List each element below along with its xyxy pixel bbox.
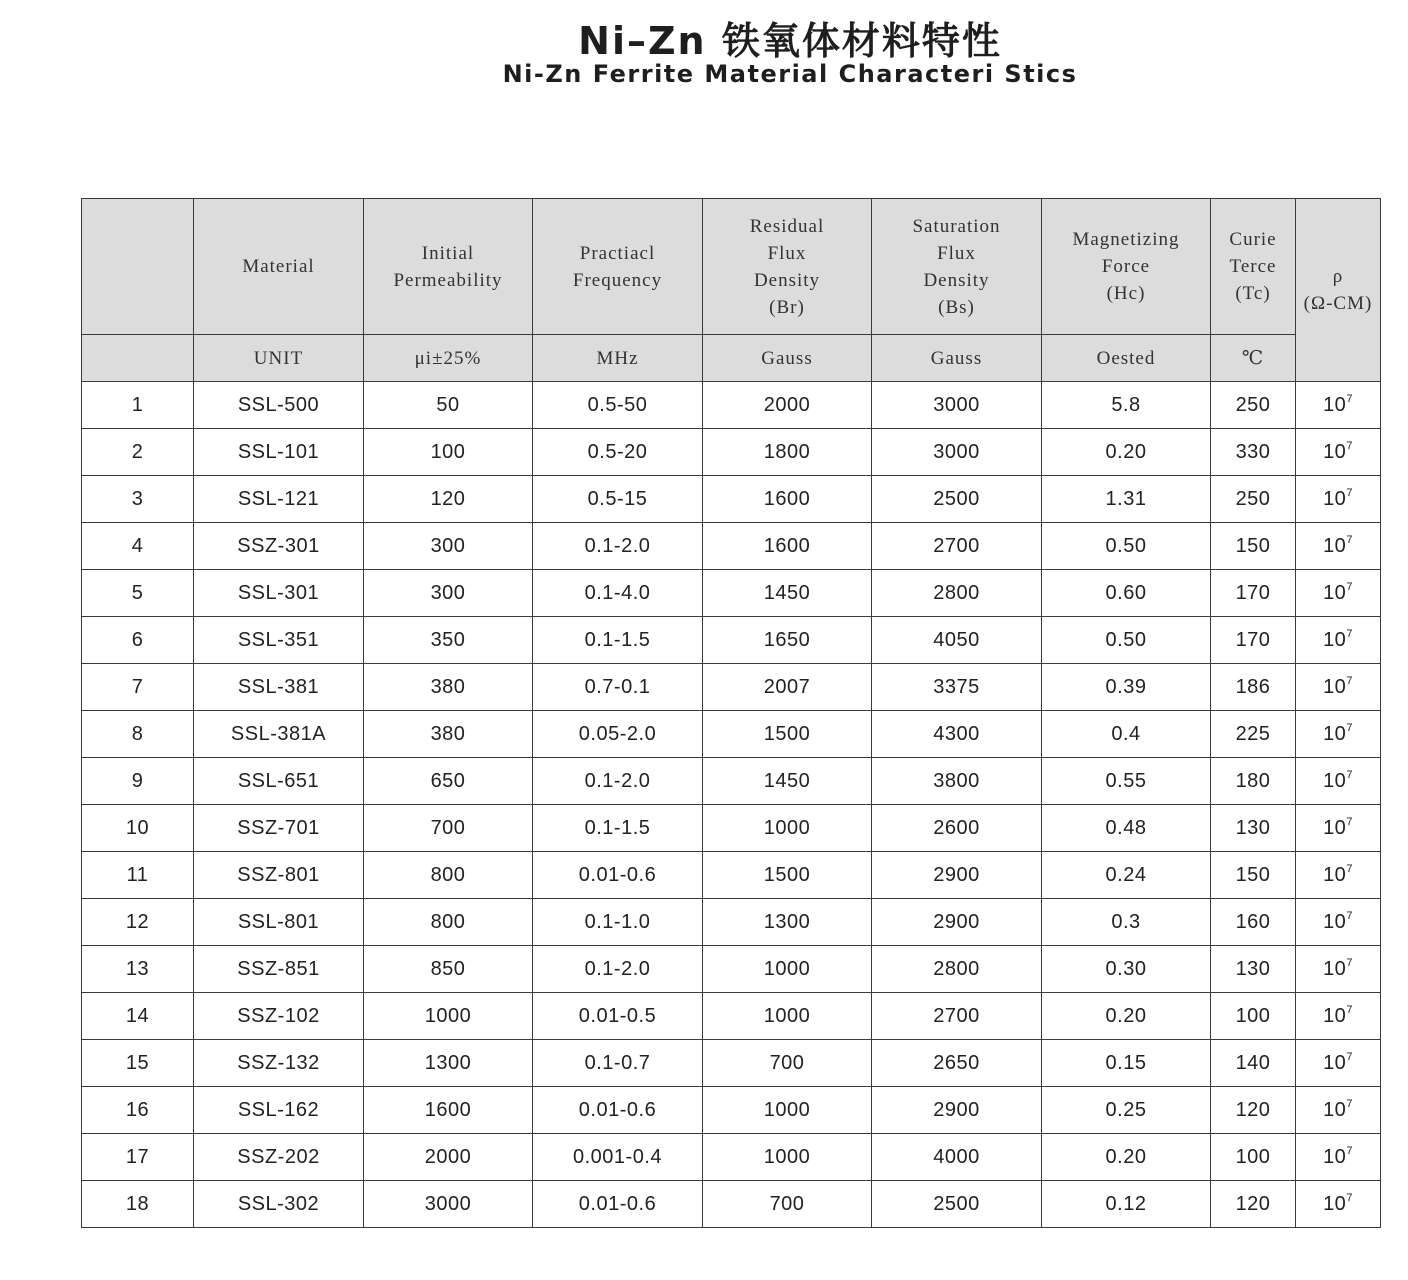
header-residual-flux-density	[703, 199, 872, 335]
cell-residual-flux: 1500	[703, 852, 872, 899]
cell-curie-temperature: 250	[1211, 476, 1296, 523]
cell-saturation-flux: 2900	[872, 899, 1042, 946]
cell-index: 17	[82, 1134, 194, 1181]
header-line: Saturation	[912, 215, 1001, 237]
page-title-english: Ni-Zn Ferrite Material Characteri Stics	[502, 60, 1078, 88]
cell-resistivity	[1296, 523, 1381, 570]
unit-label: UNIT	[194, 335, 364, 382]
cell-resistivity	[1296, 1134, 1381, 1181]
cell-curie-temperature: 120	[1211, 1181, 1296, 1228]
cell-saturation-flux: 4300	[872, 711, 1042, 758]
resistivity-exponent: 7	[1346, 768, 1353, 781]
resistivity-base: 10	[1323, 1051, 1347, 1074]
cell-residual-flux: 1000	[703, 1134, 872, 1181]
cell-resistivity	[1296, 899, 1381, 946]
cell-saturation-flux: 3375	[872, 664, 1042, 711]
cell-resistivity	[1296, 664, 1381, 711]
header-practical-frequency	[533, 199, 703, 335]
cell-saturation-flux: 4000	[872, 1134, 1042, 1181]
cell-initial-permeability: 800	[364, 899, 533, 946]
cell-saturation-flux: 2900	[872, 1087, 1042, 1134]
table-row	[82, 382, 1381, 429]
cell-saturation-flux: 3000	[872, 382, 1042, 429]
cell-magnetizing-force: 0.4	[1042, 711, 1211, 758]
resistivity-exponent: 7	[1346, 862, 1353, 875]
cell-curie-temperature: 170	[1211, 617, 1296, 664]
cell-frequency: 0.5-15	[533, 476, 703, 523]
cell-frequency: 0.01-0.6	[533, 1087, 703, 1134]
resistivity-base: 10	[1323, 816, 1347, 839]
cell-material: SSL-651	[194, 758, 364, 805]
cell-curie-temperature: 225	[1211, 711, 1296, 758]
cell-index: 7	[82, 664, 194, 711]
cell-curie-temperature: 140	[1211, 1040, 1296, 1087]
cell-magnetizing-force: 0.25	[1042, 1087, 1211, 1134]
cell-initial-permeability: 2000	[364, 1134, 533, 1181]
cell-residual-flux: 1800	[703, 429, 872, 476]
resistivity-exponent: 7	[1346, 909, 1353, 922]
table-row	[82, 993, 1381, 1040]
resistivity-exponent: 7	[1346, 1050, 1353, 1063]
table-row	[82, 758, 1381, 805]
cell-curie-temperature: 130	[1211, 805, 1296, 852]
cell-initial-permeability: 650	[364, 758, 533, 805]
header-line: Frequency	[572, 269, 663, 291]
cell-residual-flux: 1450	[703, 758, 872, 805]
cell-resistivity	[1296, 476, 1381, 523]
resistivity-base: 10	[1323, 1145, 1347, 1168]
unit-row	[82, 335, 1381, 382]
header-line: (Ω-CM)	[1303, 293, 1373, 314]
resistivity-base: 10	[1323, 1098, 1347, 1121]
cell-material: SSZ-102	[194, 993, 364, 1040]
cell-resistivity	[1296, 805, 1381, 852]
cell-material: SSL-101	[194, 429, 364, 476]
table-row	[82, 476, 1381, 523]
cell-residual-flux: 1450	[703, 570, 872, 617]
cell-frequency: 0.1-1.5	[533, 805, 703, 852]
cell-material: SSL-302	[194, 1181, 364, 1228]
resistivity-exponent: 7	[1346, 1191, 1353, 1204]
cell-saturation-flux: 2650	[872, 1040, 1042, 1087]
resistivity-exponent: 7	[1346, 1003, 1353, 1016]
resistivity-base: 10	[1323, 1004, 1347, 1027]
cell-curie-temperature: 100	[1211, 1134, 1296, 1181]
cell-curie-temperature: 170	[1211, 570, 1296, 617]
header-index	[82, 199, 194, 335]
ferrite-material-table	[81, 198, 1381, 1228]
cell-initial-permeability: 1000	[364, 993, 533, 1040]
resistivity-base: 10	[1323, 863, 1347, 886]
cell-index: 3	[82, 476, 194, 523]
cell-initial-permeability: 50	[364, 382, 533, 429]
cell-index: 9	[82, 758, 194, 805]
cell-residual-flux: 2000	[703, 382, 872, 429]
cell-magnetizing-force: 0.3	[1042, 899, 1211, 946]
resistivity-exponent: 7	[1346, 1144, 1353, 1157]
cell-saturation-flux: 3800	[872, 758, 1042, 805]
header-line: (Br)	[769, 296, 805, 318]
cell-initial-permeability: 300	[364, 523, 533, 570]
header-line: (Tc)	[1235, 283, 1271, 304]
cell-residual-flux: 1000	[703, 805, 872, 852]
resistivity-exponent: 7	[1346, 392, 1353, 405]
header-material	[194, 199, 364, 335]
resistivity-base: 10	[1323, 628, 1347, 651]
cell-index: 11	[82, 852, 194, 899]
header-line: Flux	[767, 242, 807, 264]
cell-material: SSZ-801	[194, 852, 364, 899]
cell-saturation-flux: 3000	[872, 429, 1042, 476]
cell-frequency: 0.1-2.0	[533, 758, 703, 805]
cell-resistivity	[1296, 617, 1381, 664]
cell-magnetizing-force: 0.30	[1042, 946, 1211, 993]
cell-resistivity	[1296, 1181, 1381, 1228]
cell-resistivity	[1296, 711, 1381, 758]
cell-index: 1	[82, 382, 194, 429]
cell-frequency: 0.01-0.6	[533, 1181, 703, 1228]
cell-index: 10	[82, 805, 194, 852]
cell-magnetizing-force: 0.20	[1042, 1134, 1211, 1181]
cell-index: 2	[82, 429, 194, 476]
cell-magnetizing-force: 0.20	[1042, 993, 1211, 1040]
unit-saturation-flux: Gauss	[872, 335, 1042, 382]
header-line: Magnetizing	[1072, 229, 1180, 250]
resistivity-exponent: 7	[1346, 956, 1353, 969]
cell-residual-flux: 1650	[703, 617, 872, 664]
header-line: ρ	[1332, 266, 1344, 287]
cell-resistivity	[1296, 570, 1381, 617]
header-row	[82, 199, 1381, 335]
table-row	[82, 617, 1381, 664]
cell-resistivity	[1296, 946, 1381, 993]
cell-resistivity	[1296, 382, 1381, 429]
unit-magnetizing-force: Oested	[1042, 335, 1211, 382]
table-row	[82, 1040, 1381, 1087]
header-resistivity	[1296, 199, 1381, 382]
cell-curie-temperature: 160	[1211, 899, 1296, 946]
cell-material: SSL-162	[194, 1087, 364, 1134]
header-line: Density	[753, 269, 821, 291]
cell-material: SSL-121	[194, 476, 364, 523]
cell-initial-permeability: 380	[364, 664, 533, 711]
cell-residual-flux: 1000	[703, 993, 872, 1040]
cell-residual-flux: 1500	[703, 711, 872, 758]
cell-magnetizing-force: 0.55	[1042, 758, 1211, 805]
cell-curie-temperature: 150	[1211, 523, 1296, 570]
resistivity-base: 10	[1323, 957, 1347, 980]
resistivity-base: 10	[1323, 393, 1347, 416]
resistivity-exponent: 7	[1346, 674, 1353, 687]
header-line: Density	[923, 269, 990, 291]
resistivity-exponent: 7	[1346, 815, 1353, 828]
header-saturation-flux-density	[872, 199, 1042, 335]
resistivity-exponent: 7	[1346, 580, 1353, 593]
cell-residual-flux: 2007	[703, 664, 872, 711]
resistivity-base: 10	[1323, 1192, 1347, 1215]
cell-initial-permeability: 700	[364, 805, 533, 852]
cell-saturation-flux: 2700	[872, 523, 1042, 570]
table-body	[82, 382, 1381, 1228]
header-line: (Bs)	[938, 296, 975, 318]
cell-frequency: 0.1-2.0	[533, 946, 703, 993]
resistivity-base: 10	[1323, 534, 1347, 557]
cell-curie-temperature: 100	[1211, 993, 1296, 1040]
cell-index: 12	[82, 899, 194, 946]
unit-index	[82, 335, 194, 382]
resistivity-base: 10	[1323, 487, 1347, 510]
cell-residual-flux: 1300	[703, 899, 872, 946]
header-curie-temperature	[1211, 199, 1296, 335]
cell-material: SSL-381A	[194, 711, 364, 758]
cell-initial-permeability: 3000	[364, 1181, 533, 1228]
cell-index: 13	[82, 946, 194, 993]
header-line: Curie	[1229, 229, 1277, 250]
resistivity-exponent: 7	[1346, 533, 1353, 546]
cell-saturation-flux: 2500	[872, 1181, 1042, 1228]
resistivity-exponent: 7	[1346, 1097, 1353, 1110]
cell-frequency: 0.1-1.5	[533, 617, 703, 664]
resistivity-base: 10	[1323, 440, 1347, 463]
table-row	[82, 1181, 1381, 1228]
cell-index: 16	[82, 1087, 194, 1134]
cell-curie-temperature: 330	[1211, 429, 1296, 476]
cell-index: 5	[82, 570, 194, 617]
cell-frequency: 0.7-0.1	[533, 664, 703, 711]
table-row	[82, 664, 1381, 711]
cell-magnetizing-force: 0.60	[1042, 570, 1211, 617]
cell-material: SSZ-701	[194, 805, 364, 852]
cell-residual-flux: 1600	[703, 523, 872, 570]
cell-frequency: 0.1-1.0	[533, 899, 703, 946]
unit-residual-flux: Gauss	[703, 335, 872, 382]
cell-magnetizing-force: 0.39	[1042, 664, 1211, 711]
cell-saturation-flux: 2500	[872, 476, 1042, 523]
cell-frequency: 0.1-2.0	[533, 523, 703, 570]
cell-index: 15	[82, 1040, 194, 1087]
table-row	[82, 1087, 1381, 1134]
cell-resistivity	[1296, 1087, 1381, 1134]
cell-initial-permeability: 350	[364, 617, 533, 664]
cell-material: SSL-301	[194, 570, 364, 617]
cell-curie-temperature: 186	[1211, 664, 1296, 711]
table-row	[82, 523, 1381, 570]
header-magnetizing-force	[1042, 199, 1211, 335]
cell-curie-temperature: 130	[1211, 946, 1296, 993]
cell-saturation-flux: 4050	[872, 617, 1042, 664]
cell-material: SSL-381	[194, 664, 364, 711]
table-row	[82, 946, 1381, 993]
resistivity-exponent: 7	[1346, 486, 1353, 499]
header-line: Residual	[749, 215, 825, 237]
cell-saturation-flux: 2600	[872, 805, 1042, 852]
cell-material: SSL-351	[194, 617, 364, 664]
cell-index: 6	[82, 617, 194, 664]
cell-initial-permeability: 300	[364, 570, 533, 617]
cell-residual-flux: 700	[703, 1181, 872, 1228]
cell-index: 8	[82, 711, 194, 758]
resistivity-exponent: 7	[1346, 439, 1353, 452]
header-line: Material	[242, 256, 315, 277]
header-line: (Hc)	[1106, 283, 1146, 304]
cell-initial-permeability: 380	[364, 711, 533, 758]
cell-curie-temperature: 150	[1211, 852, 1296, 899]
table-row	[82, 570, 1381, 617]
cell-magnetizing-force: 5.8	[1042, 382, 1211, 429]
cell-resistivity	[1296, 1040, 1381, 1087]
resistivity-base: 10	[1323, 910, 1347, 933]
resistivity-exponent: 7	[1346, 627, 1353, 640]
cell-magnetizing-force: 0.50	[1042, 617, 1211, 664]
cell-residual-flux: 700	[703, 1040, 872, 1087]
cell-frequency: 0.1-4.0	[533, 570, 703, 617]
cell-material: SSL-500	[194, 382, 364, 429]
cell-frequency: 0.5-20	[533, 429, 703, 476]
cell-frequency: 0.1-0.7	[533, 1040, 703, 1087]
cell-residual-flux: 1600	[703, 476, 872, 523]
cell-magnetizing-force: 0.24	[1042, 852, 1211, 899]
cell-resistivity	[1296, 429, 1381, 476]
cell-material: SSZ-851	[194, 946, 364, 993]
cell-material: SSZ-202	[194, 1134, 364, 1181]
cell-initial-permeability: 800	[364, 852, 533, 899]
header-line: Force	[1101, 256, 1151, 277]
resistivity-base: 10	[1323, 675, 1347, 698]
table-row	[82, 429, 1381, 476]
cell-magnetizing-force: 0.12	[1042, 1181, 1211, 1228]
cell-index: 4	[82, 523, 194, 570]
header-line: Practiacl	[579, 242, 656, 264]
cell-frequency: 0.01-0.6	[533, 852, 703, 899]
cell-saturation-flux: 2700	[872, 993, 1042, 1040]
cell-curie-temperature: 180	[1211, 758, 1296, 805]
cell-initial-permeability: 100	[364, 429, 533, 476]
unit-curie-temperature: ℃	[1211, 335, 1296, 382]
table-row	[82, 711, 1381, 758]
cell-initial-permeability: 1300	[364, 1040, 533, 1087]
unit-initial-permeability: μi±25%	[364, 335, 533, 382]
header-line: Terce	[1229, 256, 1277, 277]
cell-index: 14	[82, 993, 194, 1040]
resistivity-base: 10	[1323, 769, 1347, 792]
cell-saturation-flux: 2800	[872, 570, 1042, 617]
cell-resistivity	[1296, 993, 1381, 1040]
cell-magnetizing-force: 0.15	[1042, 1040, 1211, 1087]
cell-saturation-flux: 2900	[872, 852, 1042, 899]
table-row	[82, 852, 1381, 899]
cell-material: SSZ-301	[194, 523, 364, 570]
cell-frequency: 0.01-0.5	[533, 993, 703, 1040]
table-row	[82, 899, 1381, 946]
page-title-chinese: Ni–Zn 铁氧体材料特性	[578, 19, 1002, 63]
resistivity-exponent: 7	[1346, 721, 1353, 734]
cell-initial-permeability: 850	[364, 946, 533, 993]
unit-frequency: MHz	[533, 335, 703, 382]
cell-curie-temperature: 250	[1211, 382, 1296, 429]
resistivity-base: 10	[1323, 581, 1347, 604]
header-initial-permeability	[364, 199, 533, 335]
resistivity-base: 10	[1323, 722, 1347, 745]
header-line: Permeability	[393, 269, 503, 291]
cell-magnetizing-force: 0.20	[1042, 429, 1211, 476]
cell-material: SSZ-132	[194, 1040, 364, 1087]
cell-magnetizing-force: 0.48	[1042, 805, 1211, 852]
cell-magnetizing-force: 0.50	[1042, 523, 1211, 570]
cell-curie-temperature: 120	[1211, 1087, 1296, 1134]
header-line: Initial	[421, 242, 475, 264]
cell-residual-flux: 1000	[703, 946, 872, 993]
cell-initial-permeability: 120	[364, 476, 533, 523]
cell-residual-flux: 1000	[703, 1087, 872, 1134]
table-row	[82, 805, 1381, 852]
cell-initial-permeability: 1600	[364, 1087, 533, 1134]
cell-magnetizing-force: 1.31	[1042, 476, 1211, 523]
cell-resistivity	[1296, 852, 1381, 899]
cell-resistivity	[1296, 758, 1381, 805]
cell-saturation-flux: 2800	[872, 946, 1042, 993]
cell-index: 18	[82, 1181, 194, 1228]
cell-frequency: 0.05-2.0	[533, 711, 703, 758]
cell-frequency: 0.5-50	[533, 382, 703, 429]
cell-material: SSL-801	[194, 899, 364, 946]
header-line: Flux	[937, 242, 976, 264]
cell-frequency: 0.001-0.4	[533, 1134, 703, 1181]
table-row	[82, 1134, 1381, 1181]
